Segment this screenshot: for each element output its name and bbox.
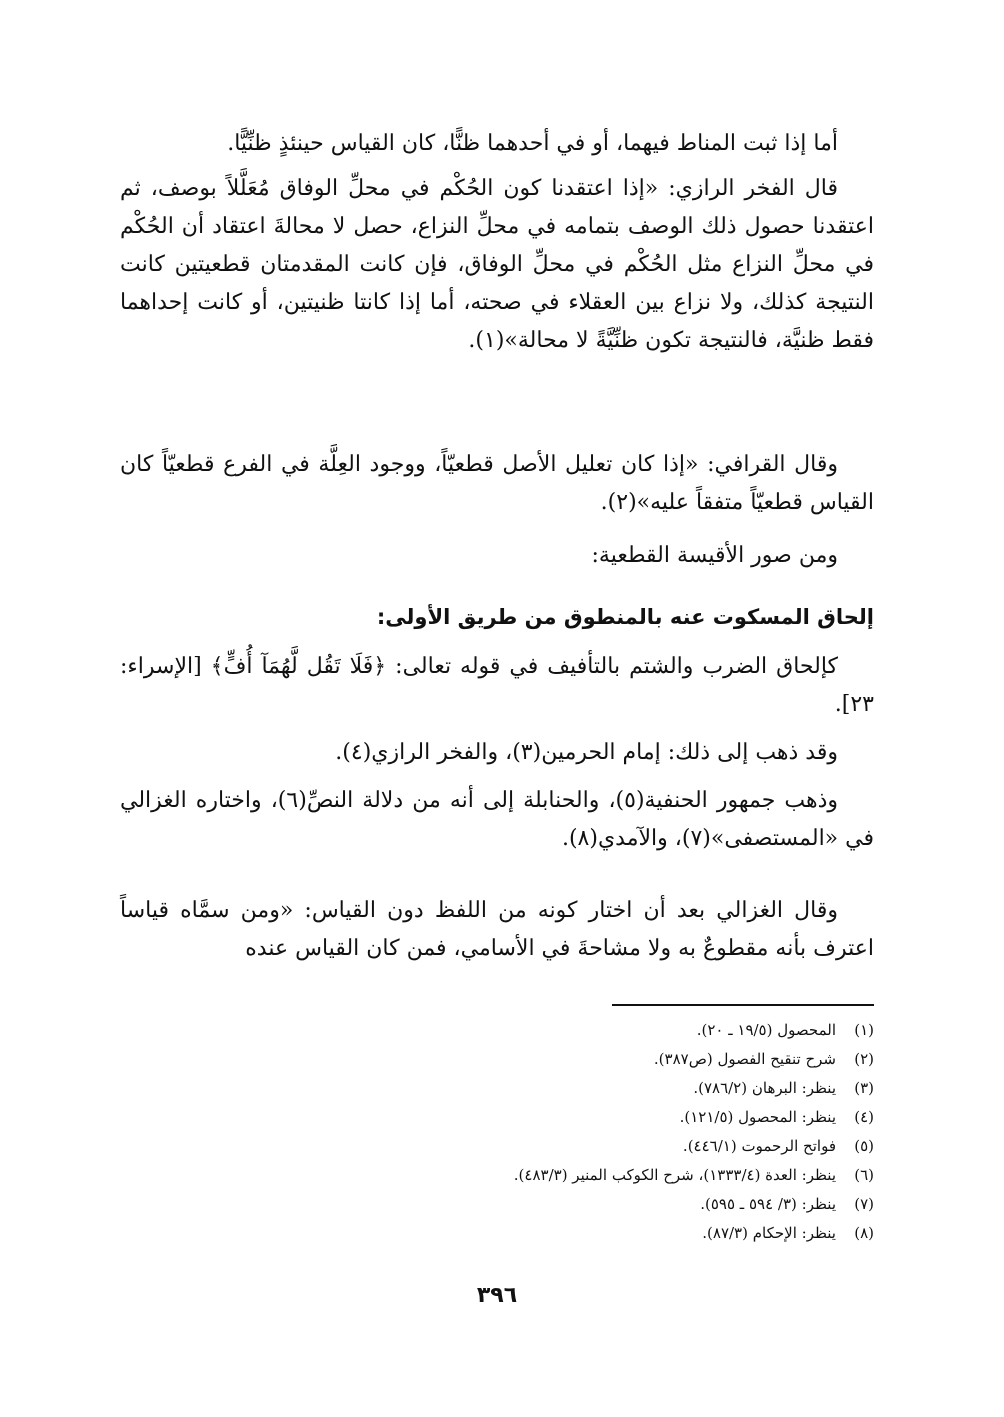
footnote-number: (٦) <box>854 1166 874 1184</box>
footnote-text: ينظر: (٣/ ٥٩٤ ـ ٥٩٥). <box>700 1195 836 1213</box>
footnote-item <box>120 1103 874 1132</box>
paragraph-razi-quote: قال الفخر الرازي: «إذا اعتقدنا كون الحُكْم في محلِّ الوفاق مُعَلَّلاً بوصف، ثم اعتقدنا حصول ذلك الوصف بتمامه في محلِّ النزاع، حصل لا محالةَ اعتقاد أن الحُكْم في محلِّ النزاع مثل الحُكْم في محلِّ الوفاق، فإن كانت المقدمتان قطعيتين كانت النتيجة كذلك، ولا نزاع بين العقلاء في صحته، أما إذا كانتا ظنيتين، أو كانت إحداهما فقط ظنيَّة، فالنتيجة تكون ظنِّيَّةً لا محالة»(١). <box>120 176 874 353</box>
footnote-text: المحصول (١٩/٥ ـ ٢٠). <box>696 1021 836 1039</box>
footnote-text: شرح تنقيح الفصول (ص٣٨٧). <box>653 1050 836 1068</box>
page-number: ٣٩٦ <box>476 1283 518 1308</box>
section-heading: إلحاق المسكوت عنه بالمنطوق من طريق الأولى: <box>376 605 874 629</box>
footnote-text: ينظر: العدة (١٣٣٣/٤)، شرح الكوكب المنير (٤٨٣/٣). <box>513 1166 836 1184</box>
footnote-number: (٤) <box>854 1108 874 1126</box>
paragraph-1: أما إذا ثبت المناط فيهما، أو في أحدهما ظنًّا، كان القياس حينئذٍ ظنِّيًّا. <box>227 131 838 156</box>
footnote-number: (٨) <box>854 1224 874 1242</box>
footnote-item <box>120 1190 874 1219</box>
footnotes-list <box>120 1016 874 1248</box>
paragraph-example: كإلحاق الضرب والشتم بالتأفيف في قوله تعالى: ﴿فَلَا تَقُل لَّهُمَآ أُفٍّ﴾ [الإسراء: ٢٣]. <box>120 654 874 717</box>
paragraph-scholars: وقد ذهب إلى ذلك: إمام الحرمين(٣)، والفخر الرازي(٤). <box>335 740 838 765</box>
footnote-number: (٧) <box>854 1195 874 1213</box>
footnote-number: (٢) <box>854 1050 874 1068</box>
footnote-item <box>120 1045 874 1074</box>
footnote-number: (١) <box>854 1021 874 1039</box>
paragraph-ghazali: وقال الغزالي بعد أن اختار كونه من اللفظ دون القياس: «ومن سمَّاه قياساً اعترف بأنه مقطوعٌ به ولا مشاحةَ في الأسامي، فمن كان القياس عنده <box>120 898 874 961</box>
paragraph-hanafi: وذهب جمهور الحنفية(٥)، والحنابلة إلى أنه من دلالة النصِّ(٦)، واختاره الغزالي في «المستصفى»(٧)، والآمدي(٨). <box>120 788 874 851</box>
footnote-text: ينظر: الإحكام (٨٧/٣). <box>702 1224 836 1242</box>
footnote-item <box>120 1016 874 1045</box>
footnote-text: ينظر: البرهان (٧٨٦/٢). <box>693 1079 836 1097</box>
footnote-item <box>120 1219 874 1248</box>
paragraph-qarafi-quote: وقال القرافي: «إذا كان تعليل الأصل قطعيّاً، ووجود العِلَّة في الفرع قطعيّاً كان القياس قطعيّاً متفقاً عليه»(٢). <box>120 452 874 515</box>
footnote-item <box>120 1074 874 1103</box>
footnote-separator <box>612 1004 874 1006</box>
footnote-text: فواتح الرحموت (٤٤٦/١). <box>682 1137 836 1155</box>
footnote-item <box>120 1161 874 1190</box>
footnote-number: (٥) <box>854 1137 874 1155</box>
footnote-text: ينظر: المحصول (١٢١/٥). <box>679 1108 836 1126</box>
footnote-number: (٣) <box>854 1079 874 1097</box>
paragraph-intro-forms: ومن صور الأقيسة القطعية: <box>591 543 838 568</box>
footnote-item <box>120 1132 874 1161</box>
document-page <box>120 0 874 1417</box>
